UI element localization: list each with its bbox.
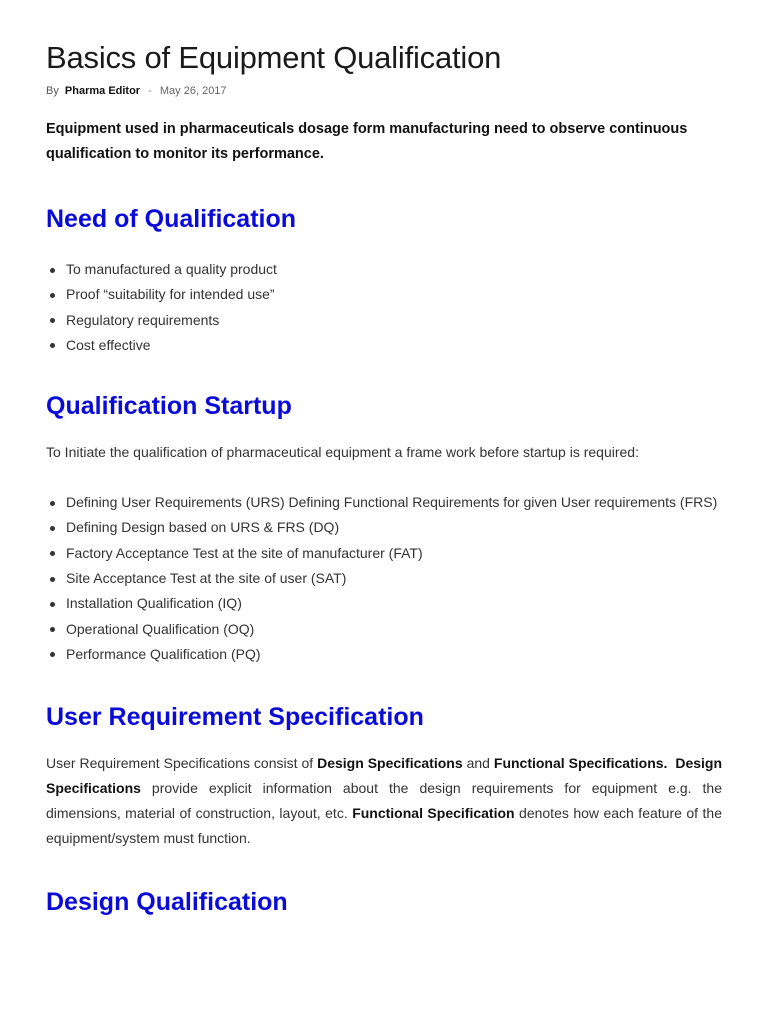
bullet-dot-icon <box>50 602 55 607</box>
list-item-text: Proof “suitability for intended use” <box>66 286 275 303</box>
startup-paragraph: To Initiate the qualification of pharmaceutical equipment a frame work before startup is required: <box>46 444 639 461</box>
heading-design-qualification: Design Qualification <box>46 888 288 917</box>
list-item <box>66 566 722 591</box>
urs-text: User Requirement Specifications consist of <box>46 755 318 772</box>
article-intro: Equipment used in pharmaceuticals dosage form manufacturing need to observe continuous qualification to monitor its performance. <box>46 121 688 162</box>
list-item-text: Performance Qualification (PQ) <box>66 645 261 662</box>
list-item <box>66 257 722 282</box>
bullet-dot-icon <box>50 551 55 556</box>
publish-date: May 26, 2017 <box>159 85 227 97</box>
startup-list <box>46 490 722 667</box>
urs-term-design-specifications: Design Specifications <box>317 755 463 772</box>
urs-term-functional-specification: Functional Specification <box>352 805 515 822</box>
bullet-dot-icon <box>50 268 55 273</box>
article-meta <box>46 84 722 98</box>
list-item <box>66 591 722 616</box>
list-item-text: Factory Acceptance Test at the site of manufacturer (FAT) <box>66 544 423 561</box>
bullet-dot-icon <box>50 293 55 298</box>
article-title: Basics of Equipment Qualification <box>46 40 502 75</box>
list-item <box>66 308 722 333</box>
urs-paragraph <box>46 751 722 851</box>
urs-text: denotes how each feature of the equipment/system must function. <box>46 805 722 847</box>
bullet-dot-icon <box>50 343 55 348</box>
list-item <box>66 282 722 307</box>
urs-text: and <box>462 755 494 772</box>
author-link[interactable]: Pharma Editor <box>64 85 141 97</box>
list-item <box>66 541 722 566</box>
heading-need-of-qualification: Need of Qualification <box>46 205 297 233</box>
heading-qualification-startup: Qualification Startup <box>46 392 292 421</box>
list-item-text: Defining Design based on URS & FRS (DQ) <box>66 519 340 536</box>
bullet-dot-icon <box>50 501 55 506</box>
heading-user-requirement-specification: User Requirement Specification <box>46 703 424 732</box>
list-item <box>66 617 722 642</box>
bullet-dot-icon <box>50 627 55 632</box>
bullet-dot-icon <box>50 526 55 531</box>
list-item-text: Regulatory requirements <box>66 311 220 328</box>
list-item-text: Operational Qualification (OQ) <box>66 620 255 637</box>
bullet-dot-icon <box>50 652 55 657</box>
list-item-text: To manufactured a quality product <box>66 261 277 277</box>
meta-separator: - <box>148 85 152 97</box>
bullet-dot-icon <box>50 577 55 582</box>
urs-text: provide explicit information about the design requirements for equipment e.g. the dimensions, material of construction, layout, etc. <box>46 780 722 822</box>
list-item <box>66 333 722 358</box>
list-item <box>66 515 722 540</box>
urs-term-functional-specifications: Functional Specifications. <box>493 755 668 772</box>
need-list <box>46 257 722 358</box>
bullet-dot-icon <box>50 318 55 323</box>
list-item <box>66 490 722 515</box>
list-item <box>66 642 722 667</box>
list-item-text: Cost effective <box>66 336 151 353</box>
list-item-text: Defining User Requirements (URS) Defining Functional Requirements for given User requirements (FRS) <box>66 494 718 511</box>
list-item-text: Installation Qualification (IQ) <box>66 595 242 612</box>
urs-term-design-specifications: Design Specifications <box>46 755 723 797</box>
list-item-text: Site Acceptance Test at the site of user (SAT) <box>66 570 347 587</box>
byline-prefix: By <box>46 85 59 97</box>
